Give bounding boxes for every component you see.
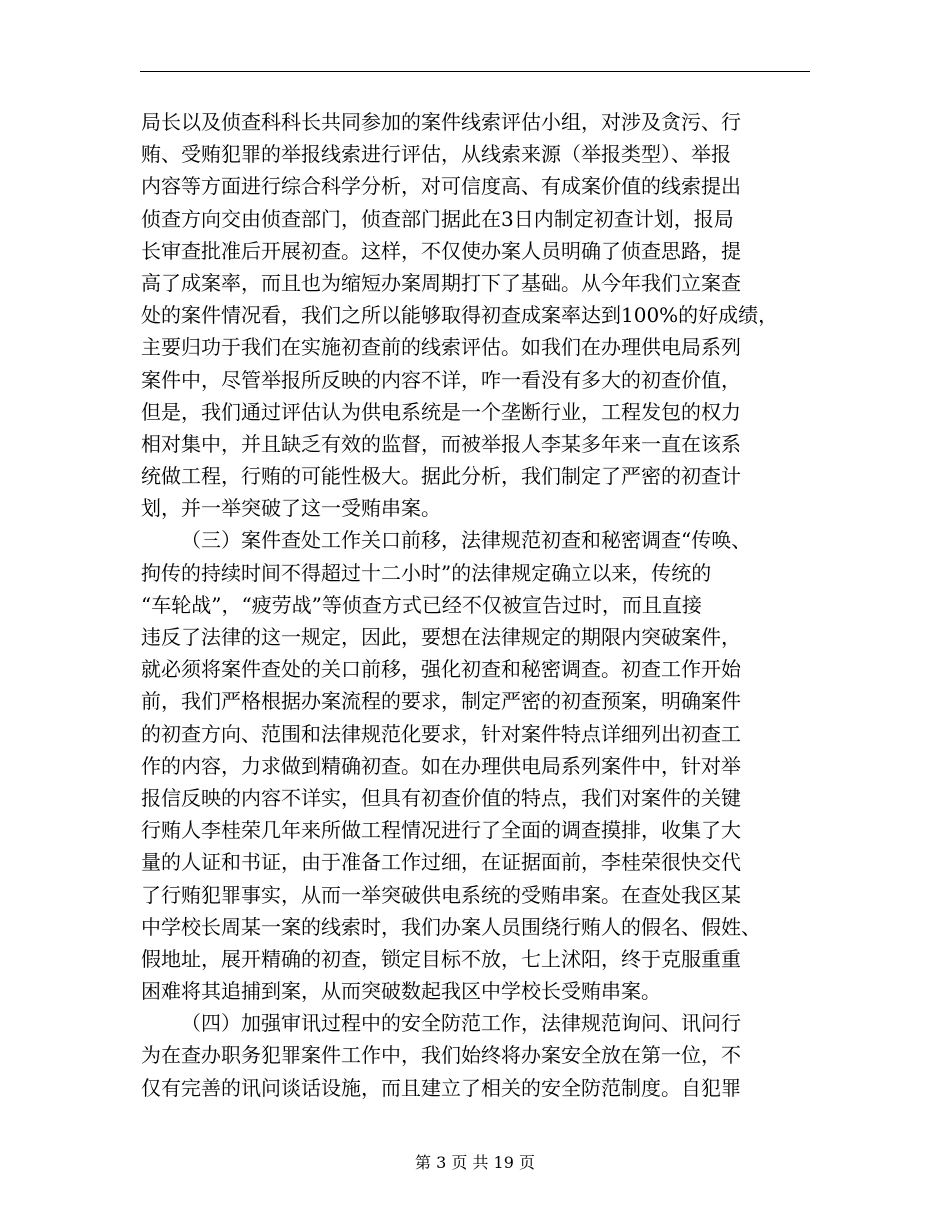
- text-line: 报信反映的内容不详实，但具有初查价值的特点，我们对案件的关键: [141, 785, 741, 810]
- text-line: （三）案件查处工作关口前移，法律规范初查和秘密调查“传唤、: [181, 528, 752, 553]
- text-line: 长审查批准后开展初查。这样，不仅使办案人员明确了侦查思路，提: [141, 238, 741, 263]
- text-line: 内容等方面进行综合科学分析，对可信度高、有成案价值的线索提出: [141, 174, 741, 199]
- text-line: 违反了法律的这一规定，因此，要想在法律规定的期限内突破案件，: [141, 625, 741, 649]
- text-line: 行贿人李桂荣几年来所做工程情况进行了全面的调查摸排，收集了大: [141, 818, 741, 843]
- text-line: 前，我们严格根据办案流程的要求，制定严密的初查预案，明确案件: [141, 689, 741, 714]
- text-line: 作的内容，力求做到精确初查。如在办理供电局系列案件中，针对举: [141, 753, 741, 778]
- page-number: 第 3 页 共 19 页: [415, 1153, 535, 1172]
- text-line: 假地址，展开精确的初查，锁定目标不放，七上沭阳，终于克服重重: [141, 946, 741, 971]
- text-line: 但是，我们通过评估认为供电系统是一个垄断行业，工程发包的权力: [141, 399, 741, 424]
- text-line: 中学校长周某一案的线索时，我们办案人员围绕行贿人的假名、假姓、: [141, 914, 761, 939]
- text-line: 案件中，尽管举报所反映的内容不详，咋一看没有多大的初查价值，: [141, 367, 741, 392]
- text-line: 贿、受贿犯罪的举报线索进行评估，从线索来源（举报类型）、举报: [141, 142, 731, 167]
- text-line: 划，并一举突破了这一受贿串案。: [141, 496, 441, 521]
- text-line: 相对集中，并且缺乏有效的监督，而被举报人李某多年来一直在该系: [141, 431, 741, 456]
- paragraph: [141, 106, 811, 524]
- document-body: [141, 106, 811, 1104]
- text-line: “车轮战”，“疲劳战”等侦查方式已经不仅被宣告过时，而且直接: [141, 592, 702, 617]
- text-line: 了行贿犯罪事实，从而一举突破供电系统的受贿串案。在查处我区某: [141, 882, 741, 907]
- header-rule: [140, 71, 810, 72]
- text-line: 困难将其追捕到案，从而突破数起我区中学校长受贿串案。: [141, 979, 661, 1004]
- paragraph: [141, 524, 811, 1007]
- text-line: 主要归功于我们在实施初查前的线索评估。如我们在办理供电局系列: [141, 335, 741, 360]
- text-line: 量的人证和书证，由于准备工作过细，在证据面前，李桂荣很快交代: [141, 850, 741, 875]
- text-line: 的初查方向、范围和法律规范化要求，针对案件特点详细列出初查工: [141, 721, 741, 746]
- text-line: 处的案件情况看，我们之所以能够取得初查成案率达到100%的好成绩，: [141, 303, 779, 328]
- text-line: 局长以及侦查科科长共同参加的案件线索评估小组，对涉及贪污、行: [141, 110, 741, 134]
- text-line: 拘传的持续时间不得超过十二小时”的法律规定确立以来，传统的: [141, 560, 712, 585]
- text-line: 为在查办职务犯罪案件工作中，我们始终将办案安全放在第一位，不: [141, 1043, 741, 1068]
- text-line: 高了成案率，而且也为缩短办案周期打下了基础。从今年我们立案查: [141, 270, 741, 295]
- text-line: （四）加强审讯过程中的安全防范工作，法律规范询问、讯问行: [181, 1011, 741, 1036]
- text-line: 就必须将案件查处的关口前移，强化初查和秘密调查。初查工作开始: [141, 657, 741, 682]
- paragraph: [141, 1007, 811, 1104]
- text-line: 统做工程，行贿的可能性极大。据此分析，我们制定了严密的初查计: [141, 464, 741, 489]
- text-line: 侦查方向交由侦查部门，侦查部门据此在3日内制定初查计划，报局: [141, 206, 734, 231]
- text-line: 仅有完善的讯问谈话设施，而且建立了相关的安全防范制度。自犯罪: [141, 1075, 741, 1100]
